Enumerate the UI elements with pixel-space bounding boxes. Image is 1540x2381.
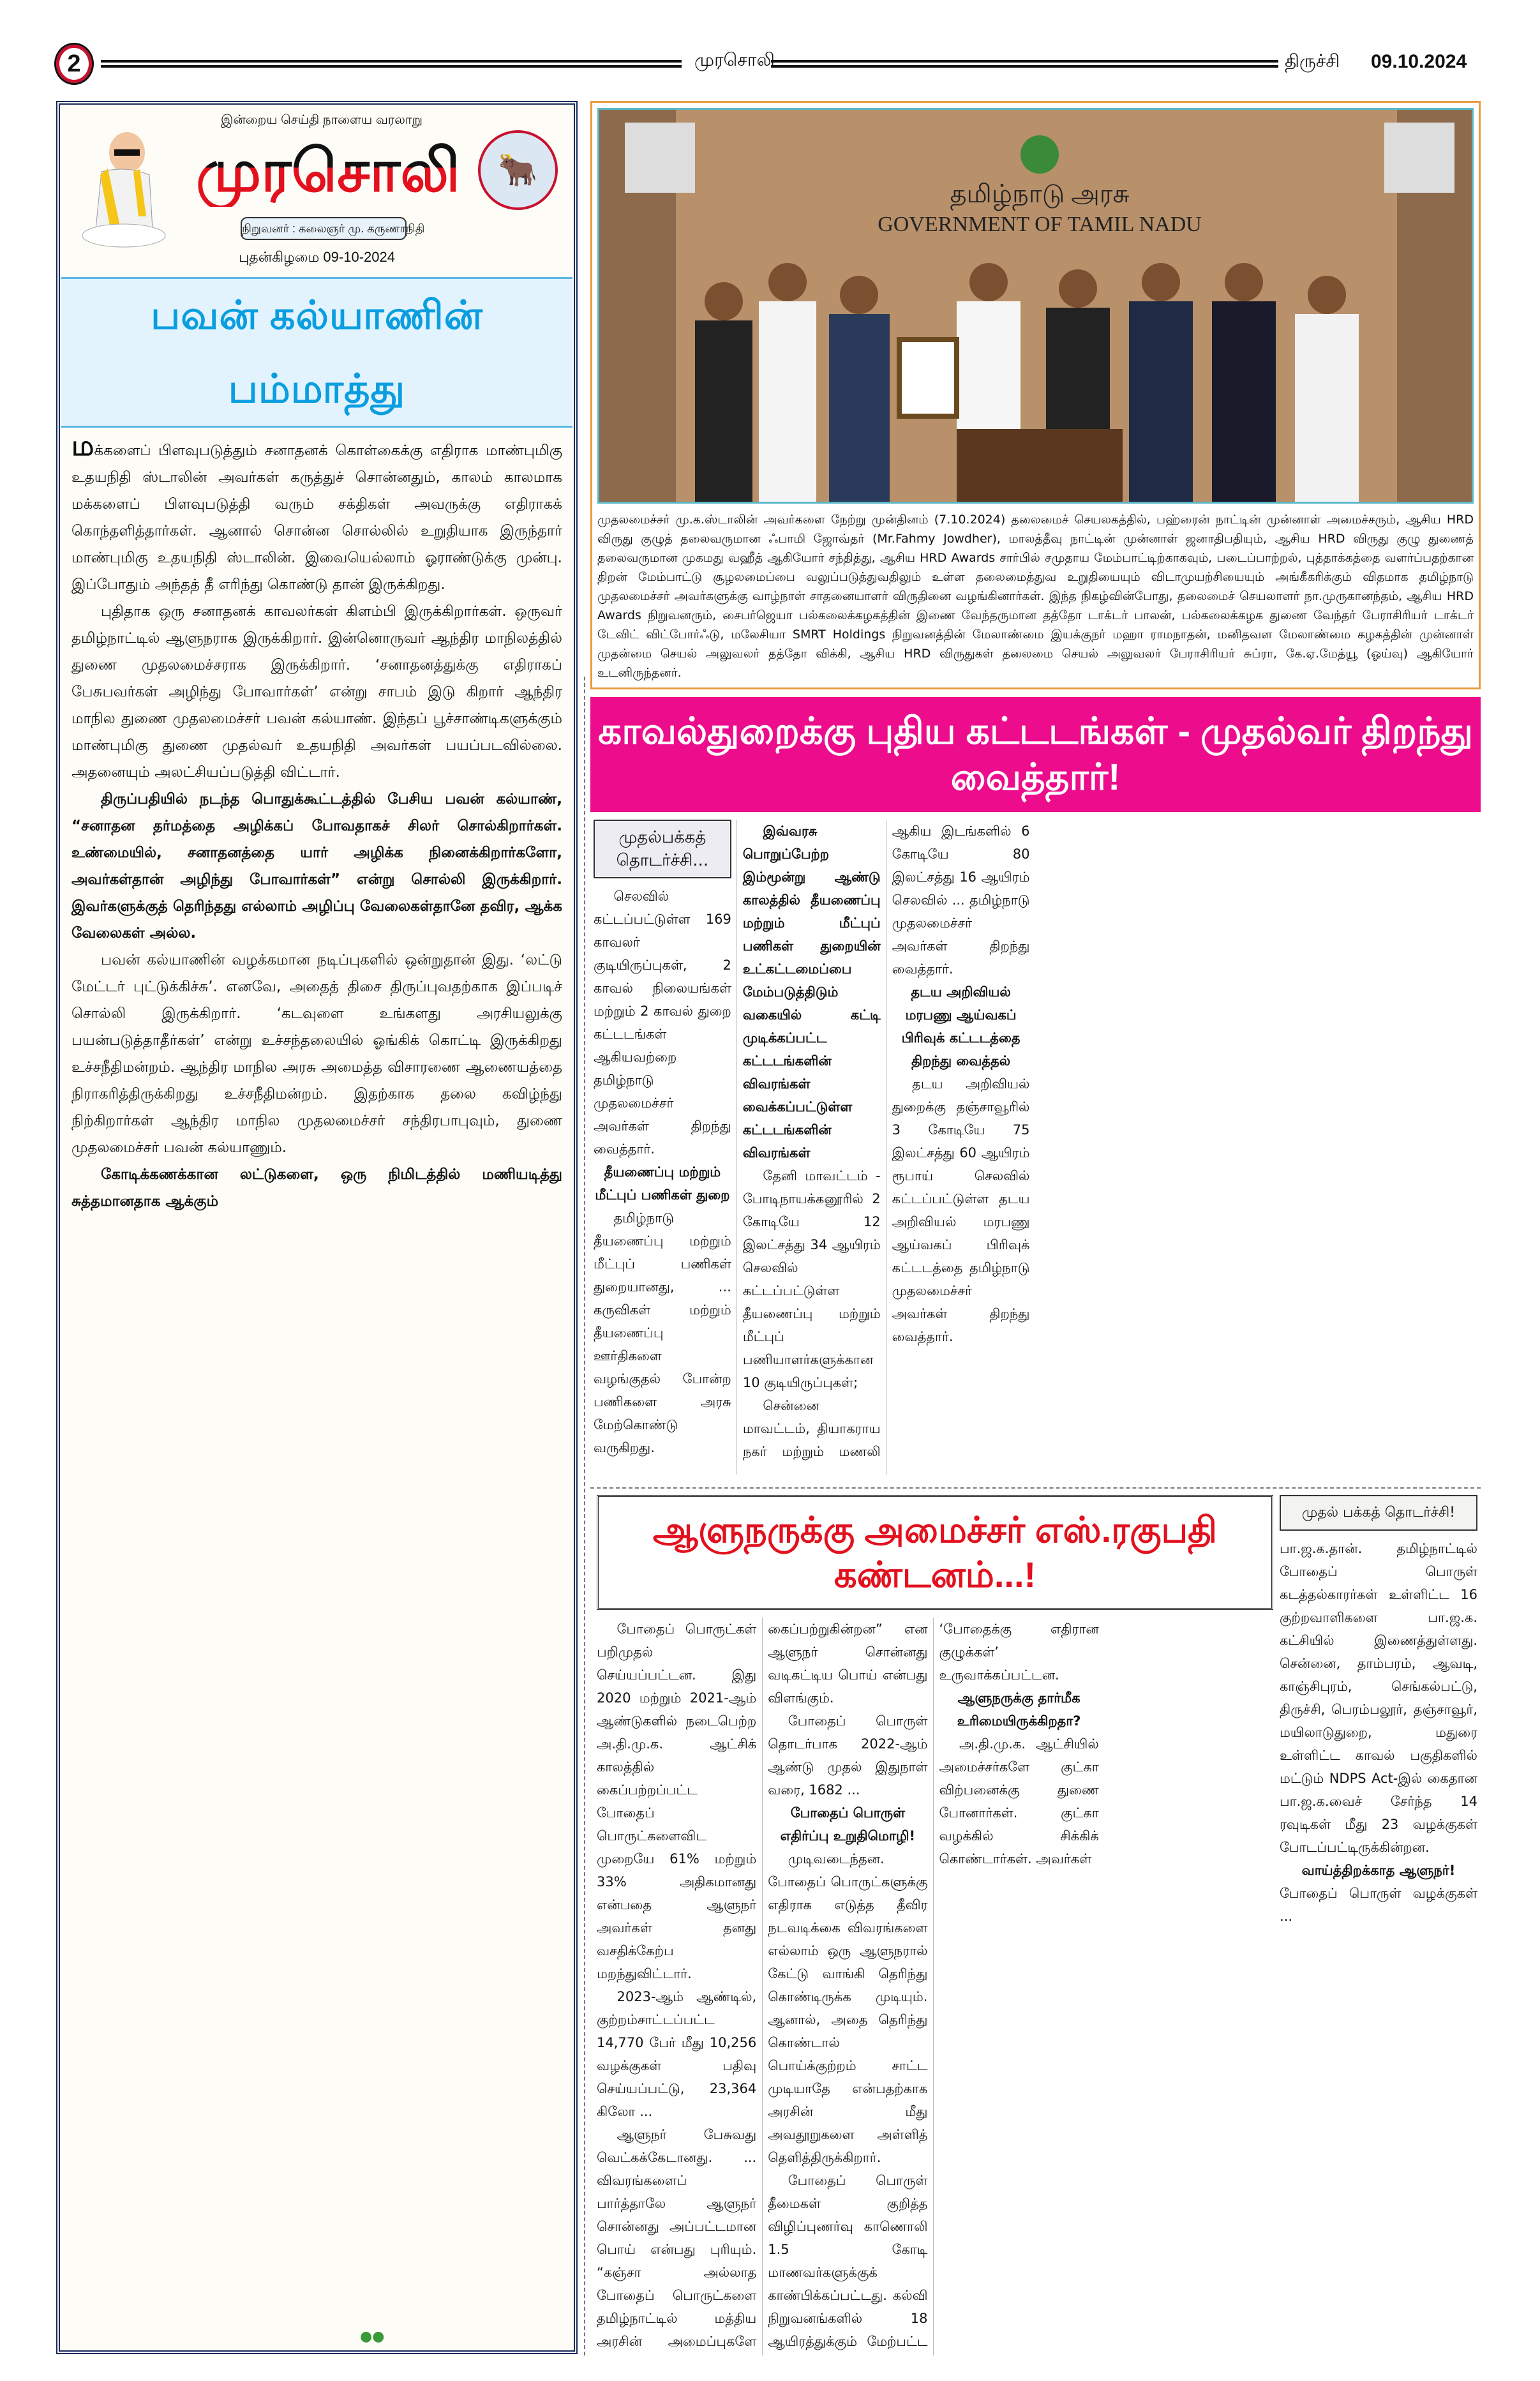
paragraph: க்களைப் பிளவுபடுத்தும் சனாதனக் கொள்கைக்கு எதிராக மாண்புமிகு உதயநிதி ஸ்டாலின் அவர்கள் கருத்துச் சொன்னதும், காலம் காலமாக மக்களைப் பிளவுபடுத்தி வரும் சக்திகள் அவருக்கு எதிராகக் கொந்தளித்தார்கள். ஆனால் சொன்ன சொல்லில் உறுதியாக இருந்தார் மாண்புமிகு உதயநிதி ஸ்டாலின். இவையெல்லாம் ஓராண்டுக்கு முன்பு. இப்போதும் அந்தத் தீ எரிந்து கொண்டு தான் இருக்கிறது. xyxy=(71,442,562,593)
editorial-box xyxy=(56,101,578,2354)
bull-seal-logo: 🐂 xyxy=(478,130,558,210)
subheading: தடய அறிவியல் மரபணு ஆய்வகப் பிரிவுக் கட்டடத்தை திறந்து வைத்தல் xyxy=(901,984,1020,1069)
paragraph: தேனி மாவட்டம் - போடிநாயக்கனூரில் 2 கோடியே 12 இலட்சத்து 34 ஆயிரம் செலவில் கட்டப்பட்டுள்ள தீயணைப்பு மற்றும் மீட்புப் பணியாளர்களுக்கான 10 குடியிருப்புகள்; xyxy=(742,1168,881,1390)
header-paper-name: முரசொலி xyxy=(694,50,775,70)
right-column xyxy=(590,101,1481,2355)
police-headline: காவல்துறைக்கு புதிய கட்டடங்கள் - முதல்வர் திறந்து வைத்தார்! xyxy=(590,697,1481,812)
paragraph: பா.ஜ.க.தான். தமிழ்நாட்டில் போதைப் பொருள் கடத்தல்காரர்கள் உள்ளிட்ட 16 குற்றவாளிகளை பா.ஜ.க. கட்சியில் இணைத்துள்ளது. சென்னை, தாம்பரம், ஆவடி, காஞ்சிபுரம், செங்கல்பட்டு, திருச்சி, பெரம்பலூர், தஞ்சாவூர், மயிலாடுதுறை, மதுரை உள்ளிட்ட காவல் பகுதிகளில் மட்டும் NDPS Act-இல் கைதான பா.ஜ.க.வைச் சேர்ந்த 14 ரவுடிகள் மீது 23 வழக்குகள் போடப்பட்டிருக்கின்றன. xyxy=(1280,1541,1477,1855)
governor-headline: ஆளுநருக்கு அமைச்சர் எஸ்.ரகுபதி கண்டனம்...! xyxy=(597,1495,1273,1610)
governor-article xyxy=(597,1618,1270,2355)
paragraph: கோடிக்கணக்கான லட்டுகளை, ஒரு நிமிடத்தில் மணியடித்து சுத்தமானதாக ஆக்கும் xyxy=(71,1166,562,1210)
paragraph: செலவில் கட்டப்பட்டுள்ள 169 காவலர் குடியிருப்புகள், 2 காவல் நிலையங்கள் மற்றும் 2 காவல் துறை கட்டடங்கள் ஆகியவற்றை தமிழ்நாடு முதலமைச்சர் அவர்கள் திறந்து வைத்தார். xyxy=(594,889,731,1157)
subheading: போதைப் பொருள் எதிர்ப்பு உறுதிமொழி! xyxy=(780,1805,916,1844)
paragraph: ஆளுநர் பேசுவது வெட்கக்கேடானது. ... விவரங்களைப் பார்த்தாலே ஆளுநர் சொன்னது அப்பட்டமான பொய் என்பது புரியும். “கஞ்சா அல்லாத போதைப் பொருட்களை தமிழ்நாட்டில் மத்திய அரசின் அமைப்புகளே கைப்பற்றுகின்றன” என ஆளுநர் சொன்னது வடிகட்டிய பொய் என்பது விளங்கும். xyxy=(597,1621,928,2349)
paragraph: முடிவடைந்தன. போதைப் பொருட்களுக்கு எதிராக எடுத்த தீவிர நடவடிக்கை விவரங்களை எல்லாம் ஒரு ஆளுநரால் கேட்டு வாங்கி தெரிந்து கொண்டிருக்க முடியும். ஆனால், அதை தெரிந்து கொண்டால் பொய்க்குற்றம் சாட்ட முடியாதே என்பதற்காக அரசின் மீது அவதூறுகளை அள்ளித் தெளித்திருக்கிறார். xyxy=(768,1851,928,2165)
header-rule xyxy=(101,60,682,68)
paragraph: தமிழ்நாடு தீயணைப்பு மற்றும் மீட்புப் பணிகள் துறையானது, ... கருவிகள் மற்றும் தீயணைப்பு ஊர்திகளை வழங்குதல் போன்ற பணிகளை அரசு மேற்கொண்டு வருகிறது. xyxy=(594,1210,731,1455)
paragraph: திருப்பதியில் நடந்த பொதுக்கூட்டத்தில் பேசிய பவன் கல்யாண், “சனாதன தர்மத்தை அழிக்கப் போவதாகச் சிலர் சொல்கிறார்கள். உண்மையில், சனாதனத்தை யார் அழிக்க நினைக்கிறார்களோ, அவர்கள்தான் அழிந்து போவார்கள்” என்று சொல்லி இருக்கிறார். இவர்களுக்குத் தெரிந்தது எல்லாம் அழிப்பு வேலைகள்தானே தவிர, ஆக்க வேலைகள் அல்ல. xyxy=(71,791,562,942)
drop-cap: ம xyxy=(71,430,94,462)
founder-portrait-illustration xyxy=(76,127,172,248)
header-rule xyxy=(771,60,1278,68)
masthead-tagline: இன்றைய செய்தி நாளைய வரலாறு xyxy=(220,113,423,127)
police-article xyxy=(590,820,1481,1475)
continued-label: முதல்பக்கத் தொடர்ச்சி... xyxy=(594,820,731,878)
photo-caption: முதலமைச்சர் மு.க.ஸ்டாலின் அவர்களை நேற்று முன்தினம் (7.10.2024) தலைமைச் செயலகத்தில், பஹ்ரைன் நாட்டின் முன்னாள் அமைச்சரும், ஆசிய HRD விருது குழுத் தலைவருமான ஃபாமி ஜோவ்தர் (Mr.Fahmy Jowdher), மாலத்தீவு நாட்டின் முன்னாள் ஜனாதிபதியும், ஆசிய HRD விருது குழு துணைத் தலைவருமான முகமது வஹீத் ஆகியோர் சந்தித்து, ஆசிய HRD Awards சார்பில் சமுதாய மேம்பாட்டிற்காகவும், படைப்பாற்றல், புத்தாக்கத்தை வளர்ப்பதற்கான திறன் மேம்பாட்டு சூழலமைப்பை வலுப்படுத்துவதிலும் உள்ள தலைமைத்துவ உறுதியையும் விடாமுயற்சியையும் அங்கீகரிக்கும் விதமாக தமிழ்நாடு முதலமைச்சர் அவர்களுக்கு வாழ்நாள் சாதனையாளர் விருதினை வழங்கினார்கள். இந்த நிகழ்வின்போது, தலைமைச் செயலாளர் நா.முருகானந்தம், ஆசிய HRD Awards நிறுவனரும், சைபர்ஜெயா பல்கலைக்கழகத்தின் இணை வேந்தருமான தத்தோ டாக்டர் பாலன், பல்கலைக்கழக துணை வேந்தர் பேராசிரியர் டாக்டர் டேவிட் விட்போர்ஃடு, மலேசியா SMRT Holdings நிறுவனத்தின் மேலாண்மை இயக்குநர் மஹா ராமநாதன், மனிதவள மேலாண்மை கழகத்தின் முன்னாள் முதன்மை செயல் அலுவலர் தத்தோ விக்கி, ஆசிய HRD விருதுகள் தலைமை செயல் அலுவலர் பேராசிரியர் சுப்ரா, கே.ஏ.மேத்யூ (ஓய்வு) ஆகியோர் உடனிருந்தனர். xyxy=(597,513,1474,680)
paragraph: பவன் கல்யாணின் வழக்கமான நடிப்புகளில் ஒன்றுதான் இது. ‘லட்டு மேட்டர் புட்டுக்கிச்சு’. எனவே, அதைத் திசை திருப்புவதற்காக இப்படிச் சொல்லி இருக்கிறார். ‘கடவுளை உங்களது அரசியலுக்கு பயன்படுத்தாதீர்கள்’ என்று உச்சந்தலையில் ஓங்கிக் கொட்டி இருக்கிறது உச்சநீதிமன்றம். ஆந்திர மாநில அரசு அமைத்த விசாரணை ஆணையத்தை நிராகரித்திருக்கிறது உச்சநீதிமன்றம். இதற்காக தலை கவிழ்ந்து நிற்கிறார்கள் ஆந்திர மாநில முதலமைச்சர் சந்திரபாபுவும், துணை முதலமைச்சர் பவன் கல்யாணும். xyxy=(71,952,562,1156)
header-edition-city: திருச்சி xyxy=(1285,51,1340,71)
paragraph: போதைப் பொருள் தீமைகள் குறித்த விழிப்புணர்வு காணொலி 1.5 கோடி மாணவர்களுக்குக் காண்பிக்கப்பட்டது. கல்வி நிறுவனங்களில் 18 ஆயிரத்துக்கும் மேற்பட்ட ‘போதைக்கு எதிரான குழுக்கள்’ உருவாக்கப்பட்டன. xyxy=(768,1621,1099,2349)
bottom-section xyxy=(590,1487,1481,2355)
paragraph: 2023-ஆம் ஆண்டில், குற்றம்சாட்டப்பட்ட 14,770 பேர் மீது 10,256 வழக்குகள் பதிவு செய்யப்பட்டு, 23,364 கிலோ ... xyxy=(597,1989,757,2119)
subheading: ஆளுநருக்கு தார்மீக உரிமையிருக்கிறதா? xyxy=(957,1690,1081,1729)
column-divider xyxy=(584,677,585,2355)
founder-label: நிறுவனர் : கலைஞர் மு. கருணாநிதி xyxy=(241,217,407,240)
masthead xyxy=(60,105,574,271)
page-header xyxy=(56,45,1481,83)
paragraph: போதைப் பொருள் வழக்குகள் ... xyxy=(1280,1886,1477,1924)
banner-english: GOVERNMENT OF TAMIL NADU xyxy=(878,213,1202,236)
page-number: 2 xyxy=(56,45,92,83)
banner-tamil: தமிழ்நாடு அரசு xyxy=(950,179,1130,208)
end-mark: ●● xyxy=(360,2329,385,2345)
subheading: வாய்த்திறக்காத ஆளுநர்! xyxy=(1301,1863,1456,1878)
paragraph: அ.தி.மு.க. ஆட்சியில் அமைச்சர்களே குட்கா விற்பனைக்கு துணை போனார்கள். குட்கா வழக்கில் சிக்கிக் கொண்டார்கள். அவர்கள் xyxy=(939,1736,1099,1866)
photo-story xyxy=(590,101,1481,689)
editorial-body xyxy=(60,428,574,2381)
subheading: வைக்கப்பட்டுள்ள கட்டடங்களின் விவரங்கள் xyxy=(742,1099,853,1160)
award-ceremony-photo xyxy=(597,108,1474,504)
continued-sidebar xyxy=(1280,1495,1477,2355)
paragraph: போதைப் பொருட்கள் பறிமுதல் செய்யப்பட்டன. இது 2020 மற்றும் 2021-ஆம் ஆண்டுகளில் நடைபெற்ற அ.தி.மு.க. ஆட்சிக் காலத்தில் கைப்பற்றப்பட்ட போதைப் பொருட்களைவிட முறையே 61% மற்றும் 33% அதிகமானது என்பதை ஆளுநர் அவர்கள் தனது வசதிக்கேற்ப மறந்துவிட்டார். xyxy=(597,1621,757,1981)
paragraph: போதைப் பொருள் தொடர்பாக 2022-ஆம் ஆண்டு முதல் இதுநாள் வரை, 1682 ... xyxy=(768,1713,928,1798)
masthead-logo: முரசொலி xyxy=(194,135,462,207)
paragraph: சென்னை மாவட்டம், தியாகராய நகர் மற்றும் மணலி ஆகிய இடங்களில் 6 கோடியே 80 இலட்சத்து 16 ஆயிரம் செலவில் ... தமிழ்நாடு முதலமைச்சர் அவர்கள் திறந்து வைத்தார். xyxy=(742,823,1030,1459)
subheading: தீயணைப்பு மற்றும் மீட்புப் பணிகள் துறை xyxy=(595,1164,730,1203)
continued-label: முதல் பக்கத் தொடர்ச்சி! xyxy=(1280,1495,1477,1531)
governor-story xyxy=(590,1495,1270,2355)
paragraph: புதிதாக ஒரு சனாதனக் காவலர்கள் கிளம்பி இருக்கிறார்கள். ஒருவர் தமிழ்நாட்டில் ஆளுநராக இருக்கிறார். இன்னொருவர் ஆந்திர மாநிலத்தில் துணை முதலமைச்சராக இருக்கிறார். ‘சனாதனத்துக்கு எதிராகப் பேசுபவர்கள் அழிந்து போவார்கள்’ என்று சாபம் இடு கிறார் ஆந்திர மாநில துணை முதலமைச்சர் பவன் கல்யாண். இந்தப் பூச்சாண்டிகளுக்கும் மாண்புமிகு துணை முதல்வர் உதயநிதி அவர்கள் பயப்படவில்லை. அதனையும் அலட்சியப்படுத்தி விட்டார். xyxy=(71,603,562,781)
editorial-title: பவன் கல்யாணின் பம்மாத்து xyxy=(61,277,572,428)
paragraph: இவ்வரசு பொறுப்பேற்ற இம்மூன்று ஆண்டு காலத்தில் தீயணைப்பு மற்றும் மீட்புப் பணிகள் துறையின் உட்கட்டமைப்பை மேம்படுத்திடும் வகையில் கட்டி முடிக்கப்பட்ட கட்டடங்களின் விவரங்கள் xyxy=(742,823,881,1092)
header-date: 09.10.2024 xyxy=(1371,51,1467,72)
editorial-date: புதன்கிழமை 09-10-2024 xyxy=(239,249,395,265)
paragraph: தடய அறிவியல் துறைக்கு தஞ்சாவூரில் 3 கோடியே 75 இலட்சத்து 60 ஆயிரம் ரூபாய் செலவில் கட்டப்பட்டுள்ள தடய அறிவியல் மரபணு ஆய்வகப் பிரிவுக் கட்டடத்தை தமிழ்நாடு முதலமைச்சர் அவர்கள் திறந்து வைத்தார். xyxy=(892,1076,1030,1344)
